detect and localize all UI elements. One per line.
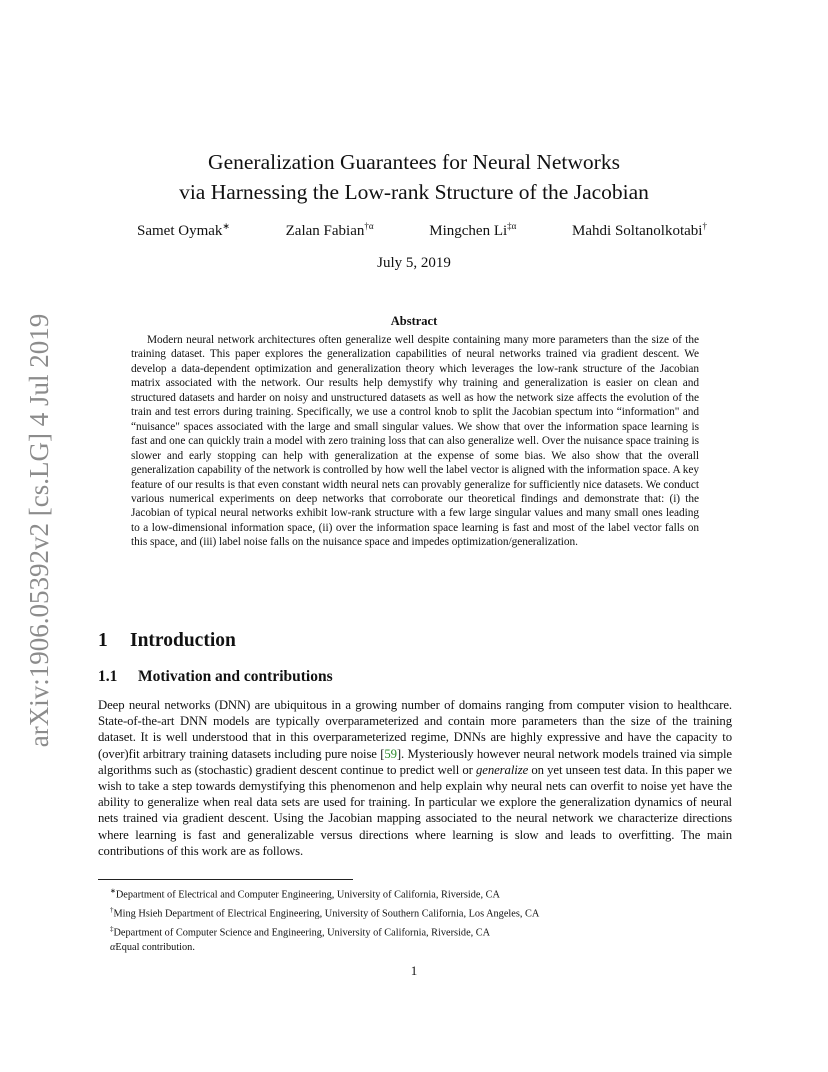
- title-line-2: via Harnessing the Low-rank Structure of the Jacobian: [179, 180, 649, 204]
- author-affiliation-mark: ‡α: [507, 221, 517, 231]
- author: Samet Oymak∗: [137, 221, 230, 239]
- section-heading: [98, 630, 236, 652]
- footnote: †Ming Hsieh Department of Electrical Engineering, University of Southern California, Los Angeles, CA: [110, 905, 540, 920]
- subsection-heading: [98, 668, 333, 686]
- footnotes: [110, 884, 539, 955]
- abstract-heading: Abstract: [390, 314, 438, 328]
- section-number: 1: [98, 630, 108, 651]
- author-list: [137, 221, 707, 240]
- body-paragraph: Deep neural networks (DNN) are ubiquitous in a growing number of domains ranging from computer vision to healthcare. State-of-the-art DNN models are typically overparameterized and contain more parameters than the size of the training dataset. It is well understood that in this overparameterized regime, DNNs are highly expressive and have the capacity to (over)fit arbitrary training datasets including pure noise [59]. Mysteriously however neural network models trained via simple algorithms such as (stochastic) gradient descent continue to predict well or generalize on yet unseen test data. In this paper we wish to take a step towards demystifying this phenomenon and help explain why neural nets can overfit to noise yet have the ability to generalize when real data sets are used for training. In particular we explore the generalization dynamics of neural nets trained via gradient descent. Using the Jacobian mapping associated to the neural network we characterize directions where learning is fast and generalizable versus directions where learning is slow and leads to overfitting. The main contributions of this work are as follows.: [98, 698, 732, 858]
- footnote: ‡Department of Computer Science and Engineering, University of California, Riverside, CA: [110, 924, 491, 939]
- publication-date: July 5, 2019: [377, 255, 451, 271]
- author-affiliation-mark: †α: [364, 221, 374, 231]
- author: Mahdi Soltanolkotabi†: [572, 221, 707, 239]
- citation-link[interactable]: 59: [384, 746, 397, 761]
- emphasized-word: generalize: [476, 762, 529, 777]
- footnote: αEqual contribution.: [110, 941, 195, 953]
- author: Mingchen $Li^{\ddagger\alpha}$: [429, 221, 517, 239]
- footnote-rule: [98, 879, 353, 880]
- abstract-text: Modern neural network architectures often generalize well despite containing many more parameters than the size of the training dataset. This paper explores the generalization capabilities of neural networks trained via gradient descent. We develop a data-dependent optimization and generalization theory which leverages the low-rank structure of the Jacobian matrix associated with the network. Our results help demystify why training and generalization is easier on clean and structured datasets and harder on noisy and unstructured datasets as well as how the network size affects the evolution of the train and test errors during training. Specifically, we use a control knob to split the Jacobian spectum into “information" and “nuisance" spaces associated with the large and small singular values. We show that over the information space learning is fast and one can quickly train a model with zero training loss that can also generalize well. Over the nuisance space training is slower and early stopping can help with generalization at the expense of some bias. We also show that the overall generalization capability of the network is controlled by how well the label vector is aligned with the information space. A key feature of our results is that even constant width neural nets can provably generalize for sufficiently nice datasets. We conduct various numerical experiments on deep networks that corroborate our theoretical findings and demonstrate that: (i) the Jacobian of typical neural networks exhibit low-rank structure with a few large singular values and many small ones leading to a low-dimensional information space, (ii) over the information space learning is fast and most of the label vector falls on this space, and (iii) label noise falls on the nuisance space and impedes optimization/generalization.: [131, 334, 699, 549]
- paper-title: [0, 147, 828, 207]
- author-affiliation-mark: ∗: [222, 221, 230, 231]
- author: Zalan Fabian$^{\dagger\alpha}$: [285, 221, 374, 239]
- subsection-number: 1.1: [98, 668, 118, 685]
- author-affiliation-mark: †: [702, 221, 707, 231]
- arxiv-sidebar-stamp: [20, 300, 60, 760]
- page-number: 1: [410, 963, 418, 978]
- title-line-1: Generalization Guarantees for Neural Networks: [208, 150, 620, 174]
- footnote: ∗Department of Electrical and Computer Engineering, University of California, Riverside, CA: [110, 887, 500, 901]
- arxiv-identifier: arXiv:1906.05392v2 [cs.LG] 4 Jul 2019: [24, 313, 55, 747]
- subsection-title: Motivation and contributions: [138, 668, 333, 685]
- section-title: Introduction: [130, 630, 236, 651]
